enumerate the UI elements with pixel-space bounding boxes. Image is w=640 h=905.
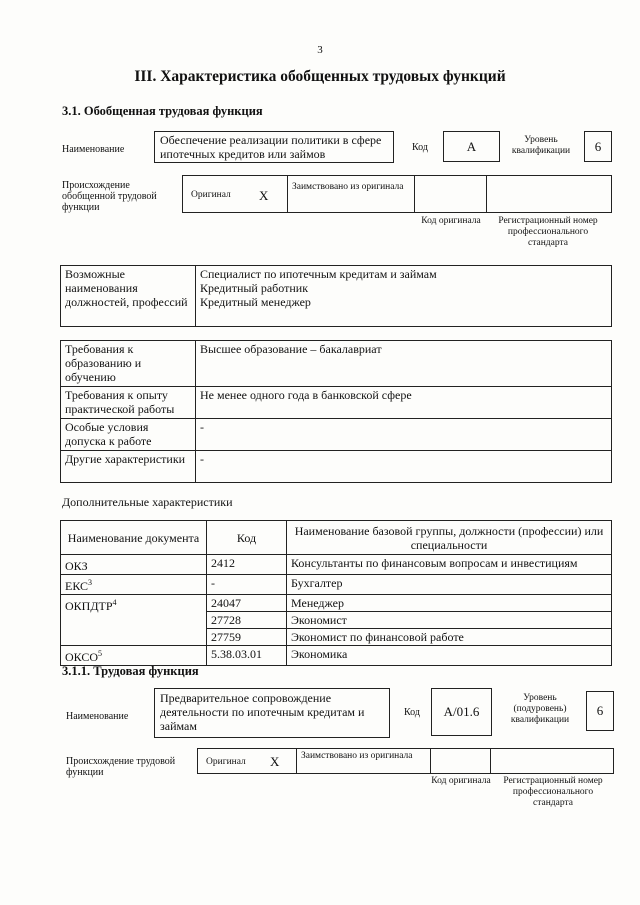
tf-name-value: Предварительное сопровождение деятельности по ипотечным кредитам и займам	[154, 688, 390, 738]
extra-header-code: Код	[207, 521, 287, 555]
extra-code-cell: 5.38.03.01	[207, 646, 287, 666]
tf-original-cell	[197, 748, 297, 774]
gtf-orig-code-caption: Код оригинала	[421, 216, 481, 226]
gtf-original-mark: X	[259, 188, 269, 203]
tf-original-label: Оригинал	[206, 757, 246, 767]
tf-reg-num-cell	[490, 748, 614, 774]
extra-table	[60, 520, 612, 666]
table-row	[61, 595, 612, 612]
extra-doc-cell: ОКЗ	[61, 555, 207, 575]
extra-doc-cell: ОКСО$^5$	[61, 646, 207, 666]
positions-table	[60, 265, 612, 327]
tf-orig-code-cell	[430, 748, 491, 774]
extra-name-cell: Менеджер	[287, 595, 612, 612]
extra-name-cell: Консультанты по финансовым вопросам и инвестициям	[287, 555, 612, 575]
gtf-original-label: Оригинал	[191, 190, 231, 200]
tf-heading: 3.1.1. Трудовая функция	[62, 664, 199, 678]
req-experience-value: Не менее одного года в банковской сфере	[196, 387, 612, 419]
positions-label: Возможные наименования должностей, профессий	[61, 266, 196, 327]
tf-origin-label: Происхождение трудовой функции	[66, 756, 176, 778]
extra-title: Дополнительные характеристики	[62, 495, 233, 509]
gtf-level-label: Уровень квалификации	[511, 135, 571, 156]
positions-values	[196, 266, 612, 327]
extra-name-cell: Экономист	[287, 612, 612, 629]
extra-code-cell: 27728	[207, 612, 287, 629]
gtf-borrowed-cell: Заимствовано из оригинала	[287, 175, 415, 213]
tf-reg-num-caption: Регистрационный номер профессионального стандарта	[503, 776, 603, 808]
tf-orig-code-caption: Код оригинала	[431, 776, 491, 786]
tf-level-value: 6	[586, 691, 614, 731]
gtf-code-label: Код	[412, 142, 428, 153]
gtf-heading: 3.1. Обобщенная трудовая функция	[62, 104, 263, 118]
tf-code-value: A/01.6	[431, 688, 492, 736]
gtf-level-value: 6	[584, 131, 612, 162]
gtf-origin-label: Происхождение обобщенной трудовой функции	[62, 180, 157, 213]
req-education-value: Высшее образование – бакалавриат	[196, 341, 612, 387]
extra-header-doc: Наименование документа	[61, 521, 207, 555]
gtf-orig-code-cell	[414, 175, 487, 213]
req-education-label: Требования к образованию и обучению	[61, 341, 196, 387]
table-row	[61, 555, 612, 575]
extra-code-cell: -	[207, 575, 287, 595]
gtf-name-value: Обеспечение реализации политики в сфере ипотечных кредитов или займов	[154, 131, 394, 163]
gtf-name-label: Наименование	[62, 144, 125, 155]
extra-name-cell: Экономист по финансовой работе	[287, 629, 612, 646]
gtf-reg-num-caption: Регистрационный номер профессионального стандарта	[498, 216, 598, 248]
extra-name-cell: Экономика	[287, 646, 612, 666]
extra-doc-cell: ЕКС$^3$	[61, 575, 207, 595]
tf-code-label: Код	[404, 707, 420, 718]
tf-original-mark: X	[270, 754, 280, 769]
gtf-reg-num-cell	[486, 175, 612, 213]
position-item: Кредитный работник	[200, 281, 309, 295]
tf-borrowed-cell: Заимствовано из оригинала	[296, 748, 431, 774]
req-other-label: Другие характеристики	[61, 451, 196, 483]
table-row	[61, 575, 612, 595]
req-admission-label: Особые условия допуска к работе	[61, 419, 196, 451]
tf-name-label: Наименование	[66, 711, 129, 722]
extra-header-name: Наименование базовой группы, должности (профессии) или специальности	[287, 521, 612, 555]
extra-doc-cell: ОКПДТР$^4$	[61, 595, 207, 646]
extra-name-cell: Бухгалтер	[287, 575, 612, 595]
req-experience-label: Требования к опыту практической работы	[61, 387, 196, 419]
gtf-code-value: А	[443, 131, 500, 162]
extra-code-cell: 2412	[207, 555, 287, 575]
tf-level-label: Уровень (подуровень) квалификации	[510, 693, 570, 725]
extra-code-cell: 27759	[207, 629, 287, 646]
extra-code-cell: 24047	[207, 595, 287, 612]
requirements-table	[60, 340, 612, 483]
section-title: III. Характеристика обобщенных трудовых функций	[134, 68, 506, 85]
req-other-value: -	[196, 451, 612, 483]
req-admission-value: -	[196, 419, 612, 451]
position-item: Специалист по ипотечным кредитам и займам	[200, 267, 437, 281]
table-row	[61, 646, 612, 666]
gtf-original-cell	[182, 175, 288, 213]
page-number: 3	[317, 44, 323, 56]
position-item: Кредитный менеджер	[200, 295, 311, 309]
